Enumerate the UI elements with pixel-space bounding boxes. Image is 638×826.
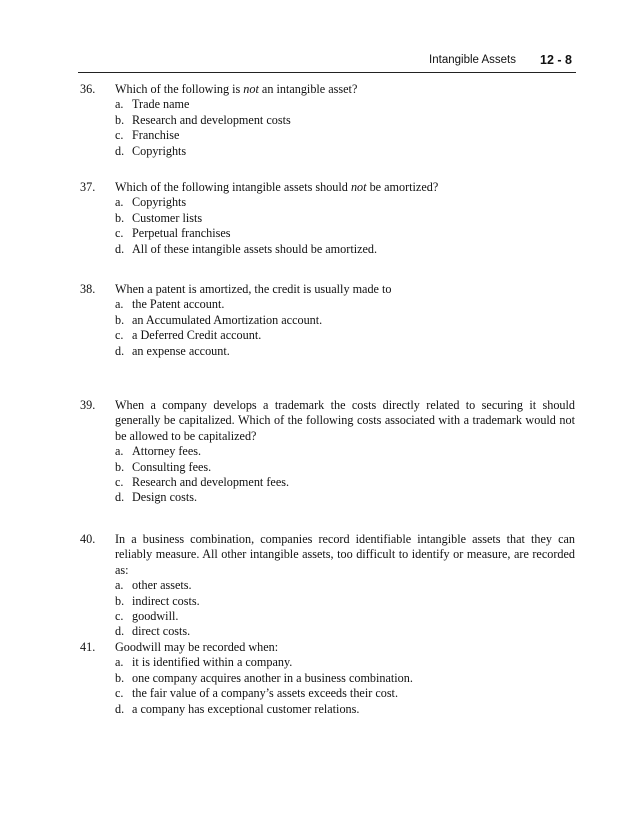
option-letter: d. xyxy=(115,143,125,158)
option-letter: d. xyxy=(115,343,125,358)
option-letter: a. xyxy=(115,297,124,312)
option-letter: b. xyxy=(115,459,125,474)
option-letter: b. xyxy=(115,210,125,225)
option-letter: a. xyxy=(115,195,124,210)
option-text: Franchise xyxy=(132,128,180,143)
option-letter: b. xyxy=(115,312,125,327)
page-header xyxy=(78,52,576,73)
question-number: 41. xyxy=(80,640,96,654)
stem-text: be amortized? xyxy=(366,180,439,194)
option-letter: a. xyxy=(115,97,124,112)
section-title: Intangible Assets xyxy=(429,54,516,66)
page-number: 12 - 8 xyxy=(540,53,572,67)
option-a xyxy=(115,444,575,459)
option-text: Research and development fees. xyxy=(132,475,290,490)
option-c xyxy=(115,128,575,143)
option-b xyxy=(115,113,575,128)
question-number: 36. xyxy=(80,82,96,96)
option-b xyxy=(115,313,575,328)
option-d xyxy=(115,242,575,257)
option-c xyxy=(115,609,575,624)
option-a xyxy=(115,655,575,670)
option-letter: d. xyxy=(115,701,125,716)
option-text: Perpetual franchises xyxy=(132,226,231,241)
stem-emphasis: not xyxy=(243,82,259,96)
option-letter: d. xyxy=(115,241,125,256)
option-letter: d. xyxy=(115,490,125,505)
question-number: 38. xyxy=(80,282,96,296)
question-41 xyxy=(80,640,575,717)
stem-text: Which of the following intangible assets should xyxy=(115,180,351,194)
option-text: Copyrights xyxy=(132,143,187,158)
option-text: it is identified within a company. xyxy=(132,655,293,670)
option-text: Research and development costs xyxy=(132,112,291,127)
question-number: 39. xyxy=(80,398,96,412)
option-letter: a. xyxy=(115,444,124,459)
option-text: direct costs. xyxy=(132,624,191,639)
question-stem xyxy=(115,82,575,97)
option-c xyxy=(115,686,575,701)
option-b xyxy=(115,460,575,475)
stem-emphasis: not xyxy=(350,180,367,194)
option-c xyxy=(115,328,575,343)
option-text: Trade name xyxy=(132,97,190,112)
stem-text: Which of the following is xyxy=(115,82,244,96)
question-stem: Goodwill may be recorded when: xyxy=(115,640,279,654)
option-text: one company acquires another in a business combination. xyxy=(132,670,413,685)
option-a xyxy=(115,195,575,210)
option-c xyxy=(115,226,575,241)
question-40 xyxy=(80,532,575,640)
option-d xyxy=(115,490,575,505)
option-text: Consulting fees. xyxy=(132,459,212,474)
option-d xyxy=(115,702,575,717)
option-b xyxy=(115,671,575,686)
option-text: Copyrights xyxy=(132,195,187,210)
question-stem xyxy=(115,180,575,195)
option-letter: c. xyxy=(115,686,124,701)
question-number: 37. xyxy=(80,180,96,194)
option-text: the Patent account. xyxy=(132,297,225,312)
option-d xyxy=(115,144,575,159)
option-text: an Accumulated Amortization account. xyxy=(132,312,323,327)
option-letter: b. xyxy=(115,593,125,608)
option-letter: a. xyxy=(115,655,124,670)
option-letter: a. xyxy=(115,578,124,593)
option-b xyxy=(115,594,575,609)
option-c xyxy=(115,475,575,490)
option-letter: c. xyxy=(115,328,124,343)
option-text: Attorney fees. xyxy=(132,444,202,459)
option-text: an expense account. xyxy=(132,343,230,358)
option-letter: c. xyxy=(115,609,124,624)
option-text: Design costs. xyxy=(132,490,197,505)
option-text: other assets. xyxy=(132,578,192,593)
option-text: a Deferred Credit account. xyxy=(132,328,262,343)
option-d xyxy=(115,344,575,359)
question-stem: In a business combination, companies record identifiable intangible assets that they can reliably measure. All other intangible assets, too difficult to identify or measure, are recorded as: xyxy=(115,532,575,577)
question-stem: When a company develops a trademark the costs directly related to securing it should generally be capitalized. Which of the following costs associated with a trademark would not be allowed to be capitalized? xyxy=(115,398,575,443)
option-letter: c. xyxy=(115,128,124,143)
option-d xyxy=(115,624,575,639)
question-36 xyxy=(80,82,575,159)
question-38 xyxy=(80,282,575,359)
option-text: Customer lists xyxy=(132,210,203,225)
option-letter: b. xyxy=(115,670,125,685)
option-text: a company has exceptional customer relations. xyxy=(132,701,360,716)
question-stem: When a patent is amortized, the credit is usually made to xyxy=(115,282,392,296)
option-letter: b. xyxy=(115,112,125,127)
option-letter: d. xyxy=(115,624,125,639)
option-letter: c. xyxy=(115,226,124,241)
option-text: goodwill. xyxy=(132,609,179,624)
option-a xyxy=(115,578,575,593)
option-text: All of these intangible assets should be amortized. xyxy=(132,241,378,256)
question-39 xyxy=(80,398,575,506)
option-letter: c. xyxy=(115,475,124,490)
question-37 xyxy=(80,180,575,257)
option-a xyxy=(115,97,575,112)
option-b xyxy=(115,211,575,226)
stem-text: an intangible asset? xyxy=(258,82,358,96)
option-text: indirect costs. xyxy=(132,593,200,608)
option-a xyxy=(115,297,575,312)
question-number: 40. xyxy=(80,532,96,546)
option-text: the fair value of a company’s assets exceeds their cost. xyxy=(132,686,398,701)
